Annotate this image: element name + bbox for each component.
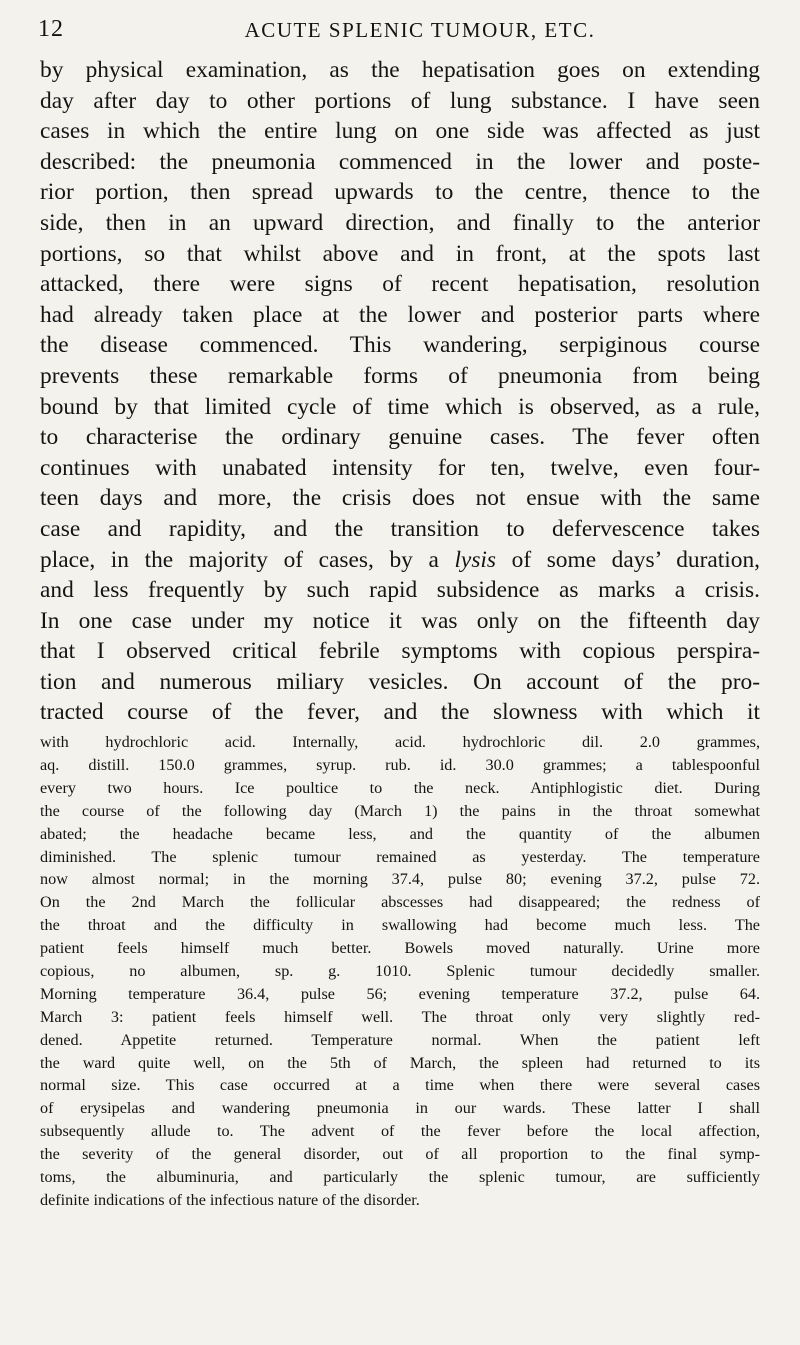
text-line: rior portion, then spread upwards to the centre, thence to the bbox=[40, 179, 760, 206]
page-number: 12 bbox=[38, 16, 64, 42]
page-header bbox=[38, 16, 762, 48]
text-run: place, in the majority of cases, by a bbox=[40, 546, 455, 573]
small-text-line: the throat and the difficulty in swallowing had become much less. The bbox=[40, 916, 760, 935]
text-line: tracted course of the fever, and the slowness with which it bbox=[40, 699, 760, 726]
small-text-line: now almost normal; in the morning 37.4, pulse 80; evening 37.2, pulse 72. bbox=[40, 870, 760, 889]
text-line: teen days and more, the crisis does not ensue with the same bbox=[40, 485, 760, 512]
text-line: described: the pneumonia commenced in the lower and poste- bbox=[40, 148, 760, 175]
text-line: bound by that limited cycle of time which is observed, as a rule, bbox=[40, 393, 760, 420]
small-text-line: normal size. This case occurred at a time when there were several cases bbox=[40, 1076, 760, 1095]
text-line: prevents these remarkable forms of pneumonia from being bbox=[40, 362, 760, 389]
small-text-line: subsequently allude to. The advent of the fever before the local affection, bbox=[40, 1122, 760, 1141]
text-line: portions, so that whilst above and in front, at the spots last bbox=[40, 240, 760, 267]
text-line: to characterise the ordinary genuine cases. The fever often bbox=[40, 424, 760, 451]
italic-term: lysis bbox=[454, 546, 497, 573]
small-text-line: of erysipelas and wandering pneumonia in our wards. These latter I shall bbox=[40, 1099, 760, 1118]
small-text-line: copious, no albumen, sp. g. 1010. Splenic tumour decidedly smaller. bbox=[40, 961, 760, 980]
small-text-line: March 3: patient feels himself well. The throat only very slightly red- bbox=[40, 1007, 760, 1026]
text-line: case and rapidity, and the transition to defervescence takes bbox=[40, 515, 760, 542]
footnote-case-report bbox=[40, 731, 760, 1212]
text-line: cases in which the entire lung on one side was affected as just bbox=[40, 118, 760, 145]
small-text-line: toms, the albuminuria, and particularly the splenic tumour, are sufficiently bbox=[40, 1167, 760, 1186]
text-line: attacked, there were signs of recent hepatisation, resolution bbox=[40, 271, 760, 298]
small-text-line: Morning temperature 36.4, pulse 56; evening temperature 37.2, pulse 64. bbox=[40, 984, 760, 1003]
text-line: side, then in an upward direction, and finally to the anterior bbox=[40, 209, 760, 236]
text-line: the disease commenced. This wandering, serpiginous course bbox=[40, 332, 760, 359]
small-text-line: the ward quite well, on the 5th of March, the spleen had returned to its bbox=[40, 1053, 760, 1072]
small-text-line: diminished. The splenic tumour remained as yesterday. The temperature bbox=[40, 847, 760, 866]
small-text-line: On the 2nd March the follicular abscesses had disappeared; the redness of bbox=[40, 893, 760, 912]
text-line: by physical examination, as the hepatisation goes on extending bbox=[40, 57, 760, 83]
small-text-line: abated; the headache became less, and the quantity of the albumen bbox=[40, 824, 760, 843]
text-line: day after day to other portions of lung substance. I have seen bbox=[40, 87, 760, 114]
text-line: that I observed critical febrile symptoms with copious perspira- bbox=[40, 638, 760, 665]
text-line: In one case under my notice it was only on the fifteenth day bbox=[40, 607, 760, 634]
text-line: continues with unabated intensity for ten, twelve, even four- bbox=[40, 454, 760, 481]
text-line bbox=[40, 545, 760, 576]
text-line: had already taken place at the lower and posterior parts where bbox=[40, 301, 760, 328]
text-line: and less frequently by such rapid subsidence as marks a crisis. bbox=[40, 577, 760, 604]
main-paragraph bbox=[40, 55, 760, 728]
small-text-line: aq. distill. 150.0 grammes, syrup. rub. id. 30.0 grammes; a tablespoonful bbox=[40, 755, 760, 774]
text-run: of some days’ duration, bbox=[496, 546, 760, 573]
small-text-line: the severity of the general disorder, out of all proportion to the final symp- bbox=[40, 1145, 760, 1164]
small-text-line: with hydrochloric acid. Internally, acid. hydrochloric dil. 2.0 grammes, bbox=[40, 733, 760, 752]
text-line: tion and numerous miliary vesicles. On account of the pro- bbox=[40, 668, 760, 695]
small-text-line: every two hours. Ice poultice to the neck. Antiphlogistic diet. During bbox=[40, 778, 760, 797]
small-text-line: definite indications of the infectious nature of the disorder. bbox=[40, 1190, 420, 1209]
body-text bbox=[40, 55, 760, 1212]
small-text-line: patient feels himself much better. Bowels moved naturally. Urine more bbox=[40, 939, 760, 958]
small-text-line: dened. Appetite returned. Temperature normal. When the patient left bbox=[40, 1030, 760, 1049]
small-text-line: the course of the following day (March 1) the pains in the throat somewhat bbox=[40, 801, 760, 820]
running-head: ACUTE SPLENIC TUMOUR, ETC. bbox=[244, 18, 596, 42]
